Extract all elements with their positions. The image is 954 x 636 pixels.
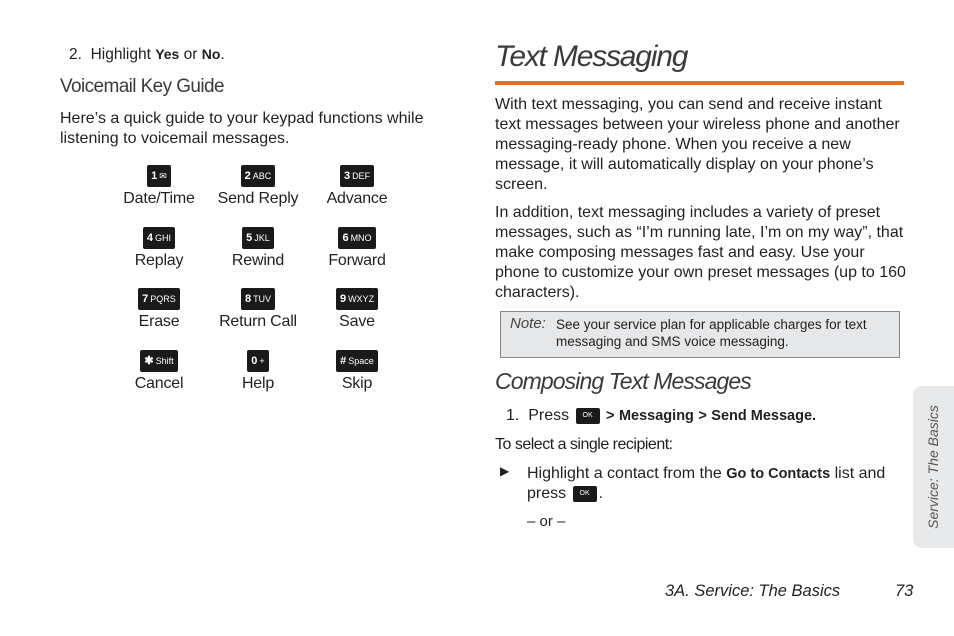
key-label: Return Call	[219, 313, 297, 330]
menu-separator: >	[698, 408, 707, 424]
ok-key-icon: OK	[576, 408, 600, 424]
text-messaging-heading: Text Messaging	[495, 40, 688, 73]
step-1-instruction	[506, 407, 816, 425]
bullet-instruction	[527, 464, 912, 504]
keypad-pound-icon: # Space	[336, 350, 378, 372]
keypad-star-icon: ✱ Shift	[140, 350, 177, 372]
voicemail-key-guide-heading: Voicemail Key Guide	[60, 76, 224, 97]
bullet-text-post: list and press	[527, 465, 886, 502]
note-label: Note:	[510, 315, 546, 332]
key-label: Save	[339, 313, 375, 330]
ok-key-icon: OK	[573, 486, 597, 502]
key-label: Advance	[326, 190, 388, 207]
key-label: Date/Time	[123, 190, 195, 207]
select-single-recipient: To select a single recipient:	[495, 436, 673, 453]
step-2-instruction	[69, 46, 225, 64]
step-text: Highlight	[90, 46, 151, 63]
key-label: Forward	[328, 252, 386, 269]
page-number: 73	[895, 582, 914, 600]
keypad-6-icon: 6 MNO	[338, 227, 375, 249]
keypad-0-icon: 0 +	[247, 350, 268, 372]
step-text-or: or	[183, 46, 198, 63]
key-label: Cancel	[134, 375, 184, 392]
no-option: No	[201, 46, 221, 62]
key-label: Rewind	[231, 252, 285, 269]
keypad-2-icon: 2 ABC	[241, 165, 276, 187]
step-number: 1.	[506, 407, 520, 424]
step-number: 2.	[69, 46, 82, 63]
keypad-7-icon: 7 PQRS	[138, 288, 180, 310]
step-text: Press	[528, 407, 570, 424]
key-label: Skip	[341, 375, 373, 392]
or-divider: – or –	[527, 513, 566, 530]
yes-option: Yes	[155, 46, 180, 62]
keypad-8-icon: 8 TUV	[241, 288, 275, 310]
keypad-9-icon: 9 WXYZ	[336, 288, 378, 310]
keypad-1-icon: 1 ✉	[147, 165, 171, 187]
key-label: Help	[241, 375, 275, 392]
step-end: .	[220, 46, 225, 63]
menu-separator: >	[606, 408, 615, 424]
bullet-end: .	[598, 485, 604, 502]
heading-rule	[495, 81, 904, 85]
note-text: See your service plan for applicable charges for text messaging and SMS voice messaging.	[556, 317, 867, 349]
key-entry-9	[297, 288, 417, 331]
bullet-text-pre: Highlight a contact from the	[527, 465, 722, 482]
menu-item-messaging: Messaging	[618, 408, 694, 424]
side-tab-label: Service: The Basics	[925, 405, 941, 529]
side-section-tab	[913, 386, 954, 548]
bullet-arrow-icon: ▶	[500, 464, 510, 478]
menu-item-send-message: Send Message.	[711, 408, 817, 424]
key-entry-6	[297, 227, 417, 270]
text-messaging-paragraph-2: In addition, text messaging includes a variety of preset messages, such as “I’m running late, I’m on my way”, that make composing messages fast and easy. Use your phone to customize your own preset messages (up to 160 characters).	[495, 204, 906, 301]
key-label: Erase	[138, 313, 180, 330]
text-messaging-paragraph-1: With text messaging, you can send and receive instant text messages between your wireless phone and another messaging-ready phone. When you receive a new message, it will automatically display on your phone’s screen.	[495, 96, 900, 193]
keypad-3-icon: 3 DEF	[340, 165, 374, 187]
keypad-5-icon: 5 JKL	[242, 227, 274, 249]
key-entry-3	[297, 165, 417, 208]
key-label: Replay	[134, 252, 184, 269]
go-to-contacts-option: Go to Contacts	[726, 466, 831, 482]
voicemail-key-guide-intro: Here’s a quick guide to your keypad functions while listening to voicemail messages.	[60, 110, 424, 147]
key-entry-pound	[297, 350, 417, 393]
key-label: Send Reply	[217, 190, 299, 207]
note-box	[500, 311, 900, 358]
composing-text-messages-heading: Composing Text Messages	[495, 368, 751, 394]
footer-section-title: 3A. Service: The Basics	[665, 582, 841, 600]
keypad-4-icon: 4 GHI	[143, 227, 175, 249]
